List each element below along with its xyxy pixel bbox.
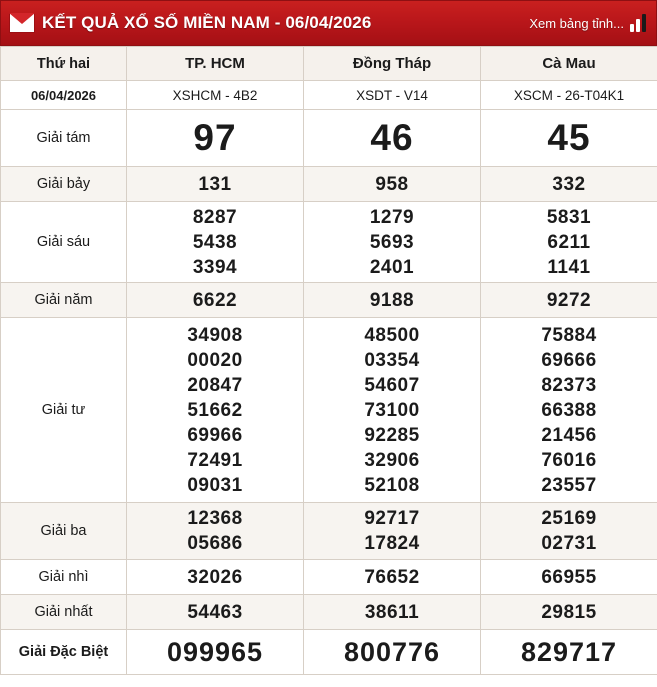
prize-label: Giải tám [1,110,127,167]
prize-label: Giải nhì [1,560,127,595]
province-code-1: XSDT - V14 [304,81,481,110]
prize-value-cell: 75884 69666 82373 66388 21456 76016 23557 [481,318,657,503]
prize-value-cell: 48500 03354 54607 73100 92285 32906 52108 [304,318,481,503]
prize-label: Giải tư [1,318,127,503]
province-code-2: XSCM - 26-T04K1 [481,81,657,110]
prize-value-cell: 800776 [304,630,481,675]
prize-value-cell: 25169 02731 [481,503,657,560]
prize-label: Giải nhất [1,595,127,630]
table-row [1,318,657,503]
prize-value-cell: 9272 [481,283,657,318]
prize-value-cell: 97 [127,110,304,167]
page-header [0,0,657,46]
table-row [1,595,657,630]
prize-value-cell: 45 [481,110,657,167]
prize-value-cell: 332 [481,167,657,202]
prize-value-cell: 829717 [481,630,657,675]
results-table [0,46,657,675]
prize-value-cell: 5831 6211 1141 [481,202,657,283]
prize-label: Giải ba [1,503,127,560]
table-row [1,202,657,283]
prize-label: Giải bảy [1,167,127,202]
prize-value-cell: 76652 [304,560,481,595]
prize-label: Giải năm [1,283,127,318]
prize-value-cell: 131 [127,167,304,202]
prize-value-cell: 66955 [481,560,657,595]
prize-value-cell: 34908 00020 20847 51662 69966 72491 09031 [127,318,304,503]
prize-label: Giải sáu [1,202,127,283]
prize-value-cell: 958 [304,167,481,202]
prize-value-cell: 92717 17824 [304,503,481,560]
table-row [1,503,657,560]
province-header-0: TP. HCM [127,47,304,81]
prize-label: Giải Đặc Biệt [1,630,127,675]
prize-value-cell: 32026 [127,560,304,595]
header-right-group[interactable] [529,14,646,32]
province-header-1: Đồng Tháp [304,47,481,81]
weekday-cell: Thứ hai [1,47,127,81]
prize-value-cell: 54463 [127,595,304,630]
table-header-row [1,47,657,81]
prize-value-cell: 38611 [304,595,481,630]
province-code-0: XSHCM - 4B2 [127,81,304,110]
prize-value-cell: 12368 05686 [127,503,304,560]
view-province-table-link[interactable]: Xem bảng tỉnh... [529,15,624,31]
page-title: KẾT QUẢ XỔ SỐ MIỀN NAM - 06/04/2026 [42,13,372,32]
draw-date-cell: 06/04/2026 [1,81,127,110]
mail-icon [9,13,35,33]
prize-value-cell: 099965 [127,630,304,675]
table-row [1,167,657,202]
prize-value-cell: 29815 [481,595,657,630]
prize-value-cell: 9188 [304,283,481,318]
table-row [1,560,657,595]
bar-chart-icon[interactable] [630,14,646,32]
table-row [1,283,657,318]
prize-value-cell: 6622 [127,283,304,318]
header-left-group [9,13,529,33]
province-header-2: Cà Mau [481,47,657,81]
prize-value-cell: 46 [304,110,481,167]
prize-value-cell: 1279 5693 2401 [304,202,481,283]
table-code-row [1,81,657,110]
prize-value-cell: 8287 5438 3394 [127,202,304,283]
table-row [1,630,657,675]
table-row [1,110,657,167]
